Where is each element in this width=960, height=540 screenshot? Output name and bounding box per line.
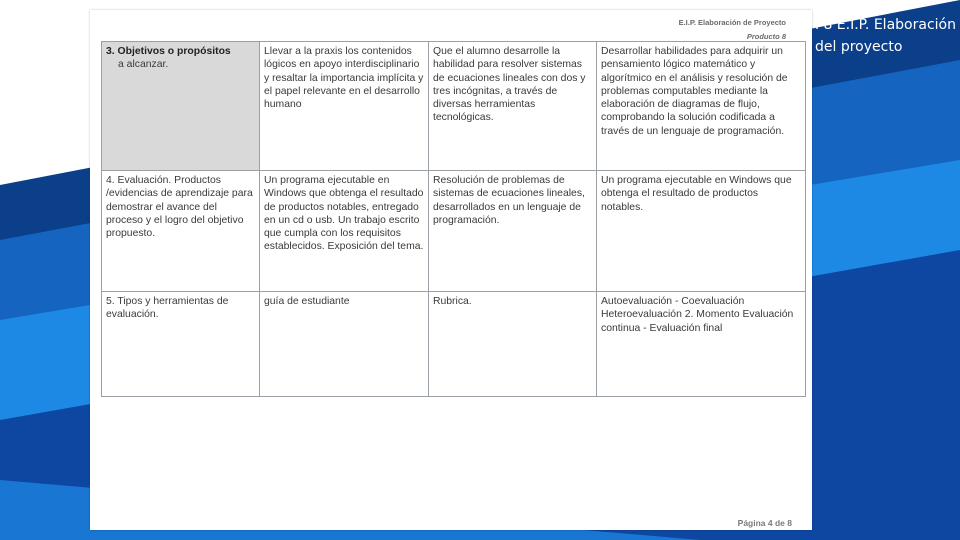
row-label-cell xyxy=(102,292,260,397)
row-label-text: a alcanzar. xyxy=(118,59,169,71)
table-cell: Llevar a la praxis los contenidos lógicos en apoyo interdisciplinario y resaltar la importancia implícita y el papel relevante en el desarrollo humano xyxy=(260,42,429,171)
table-cell: Un programa ejecutable en Windows que obtenga el resultado de productos notables, entregado en un cd o usb. Un trabajo escrito que cumpla con los requisitos establecidos. Exposición del tema. xyxy=(260,171,429,292)
row-label-tail: de xyxy=(214,296,229,307)
table-cell: Un programa ejecutable en Windows que obtenga el resultado de productos notables. xyxy=(597,171,806,292)
row-label-cell xyxy=(102,171,260,292)
row-label-text: evaluación. xyxy=(106,309,159,321)
table-cell: guía de estudiante xyxy=(260,292,429,397)
page-number: Página 4 de 8 xyxy=(737,518,792,528)
document-header xyxy=(679,16,786,44)
header-line-2: Producto 8 xyxy=(746,32,786,41)
table-row xyxy=(102,292,806,397)
row-label-title: 5. Tipos y herramientas xyxy=(106,296,214,307)
table-row xyxy=(102,171,806,292)
table-cell: Autoevaluación - Coevaluación Heteroevaluación 2. Momento Evaluación continua - Evaluación final xyxy=(597,292,806,397)
document-page xyxy=(90,10,812,530)
table-cell: Que el alumno desarrolle la habilidad para resolver sistemas de ecuaciones lineales con dos y tres incógnitas, a través de diversas herramientas tecnológicas. xyxy=(429,42,597,171)
header-line-1: E.I.P. Elaboración de Proyecto xyxy=(678,18,786,27)
row-label-title: 4. Evaluación. xyxy=(106,175,172,186)
table-cell: Rubrica. xyxy=(429,292,597,397)
planning-table xyxy=(101,41,806,397)
row-label-title: 3. Objetivos o propósitos xyxy=(106,46,231,57)
slide-title: P8 E.I.P. Elaboración del proyecto xyxy=(815,17,956,55)
table-cell: Desarrollar habilidades para adquirir un pensamiento lógico matemático y algorítmico en el análisis y resolución de problemas computables mediante la elaboración de diagramas de flujo, comprobando la solución codificada a través de un lenguaje de programación. xyxy=(597,42,806,171)
table-cell: Resolución de problemas de sistemas de ecuaciones lineales, desarrollados en un lenguaje de programación. xyxy=(429,171,597,292)
row-label-cell xyxy=(102,42,260,171)
row-label-text: Productos /evidencias de aprendizaje para demostrar el avance del proceso y el logro del objetivo propuesto. xyxy=(106,175,253,240)
table-row xyxy=(102,42,806,171)
